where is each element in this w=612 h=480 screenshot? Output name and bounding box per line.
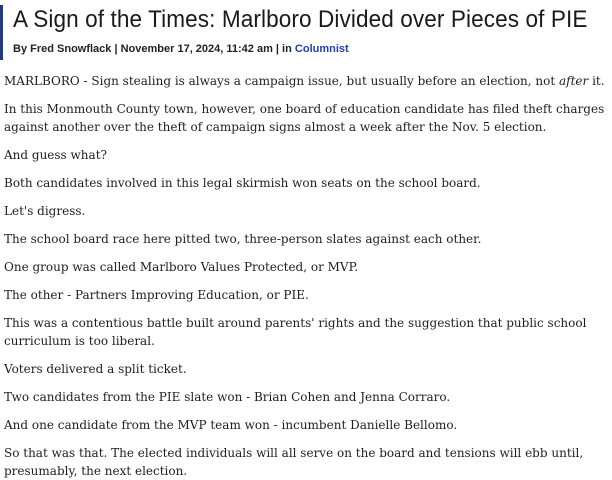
byline-text: By Fred Snowflack | November 17, 2024, 11:42 am | in <box>13 43 295 55</box>
paragraph: Voters delivered a split ticket. <box>4 362 187 376</box>
paragraph: And guess what? <box>4 148 107 162</box>
byline <box>13 42 612 56</box>
paragraph: Two candidates from the PIE slate won - Brian Cohen and Jenna Corraro. <box>4 390 451 404</box>
article-header <box>0 5 612 60</box>
paragraph-text: it. <box>588 74 605 88</box>
category-link[interactable]: Columnist <box>294 43 349 55</box>
paragraph-text: MARLBORO - Sign stealing is always a campaign issue, but usually before an election, not <box>4 74 560 88</box>
paragraph: Both candidates involved in this legal skirmish won seats on the school board. <box>4 176 481 190</box>
paragraph: One group was called Marlboro Values Protected, or MVP. <box>4 260 359 274</box>
paragraph: Let's digress. <box>4 204 86 218</box>
paragraph: So that was that. The elected individuals will all serve on the board and tensions will ebb until, presumably, the next election. <box>4 446 584 478</box>
paragraph <box>4 72 606 90</box>
paragraph: The school board race here pitted two, three-person slates against each other. <box>4 232 482 246</box>
paragraph: The other - Partners Improving Education, or PIE. <box>4 288 309 302</box>
article-title: A Sign of the Times: Marlboro Divided over Pieces of PIE <box>13 6 588 33</box>
article-body <box>0 60 612 480</box>
paragraph: And one candidate from the MVP team won - incumbent Danielle Bellomo. <box>4 418 458 432</box>
emphasis-text: after <box>559 74 589 88</box>
paragraph: In this Monmouth County town, however, one board of education candidate has filed theft charges against another over the theft of campaign signs almost a week after the Nov. 5 election. <box>4 102 605 134</box>
paragraph: This was a contentious battle built around parents' rights and the suggestion that public school curriculum is too liberal. <box>4 316 587 348</box>
